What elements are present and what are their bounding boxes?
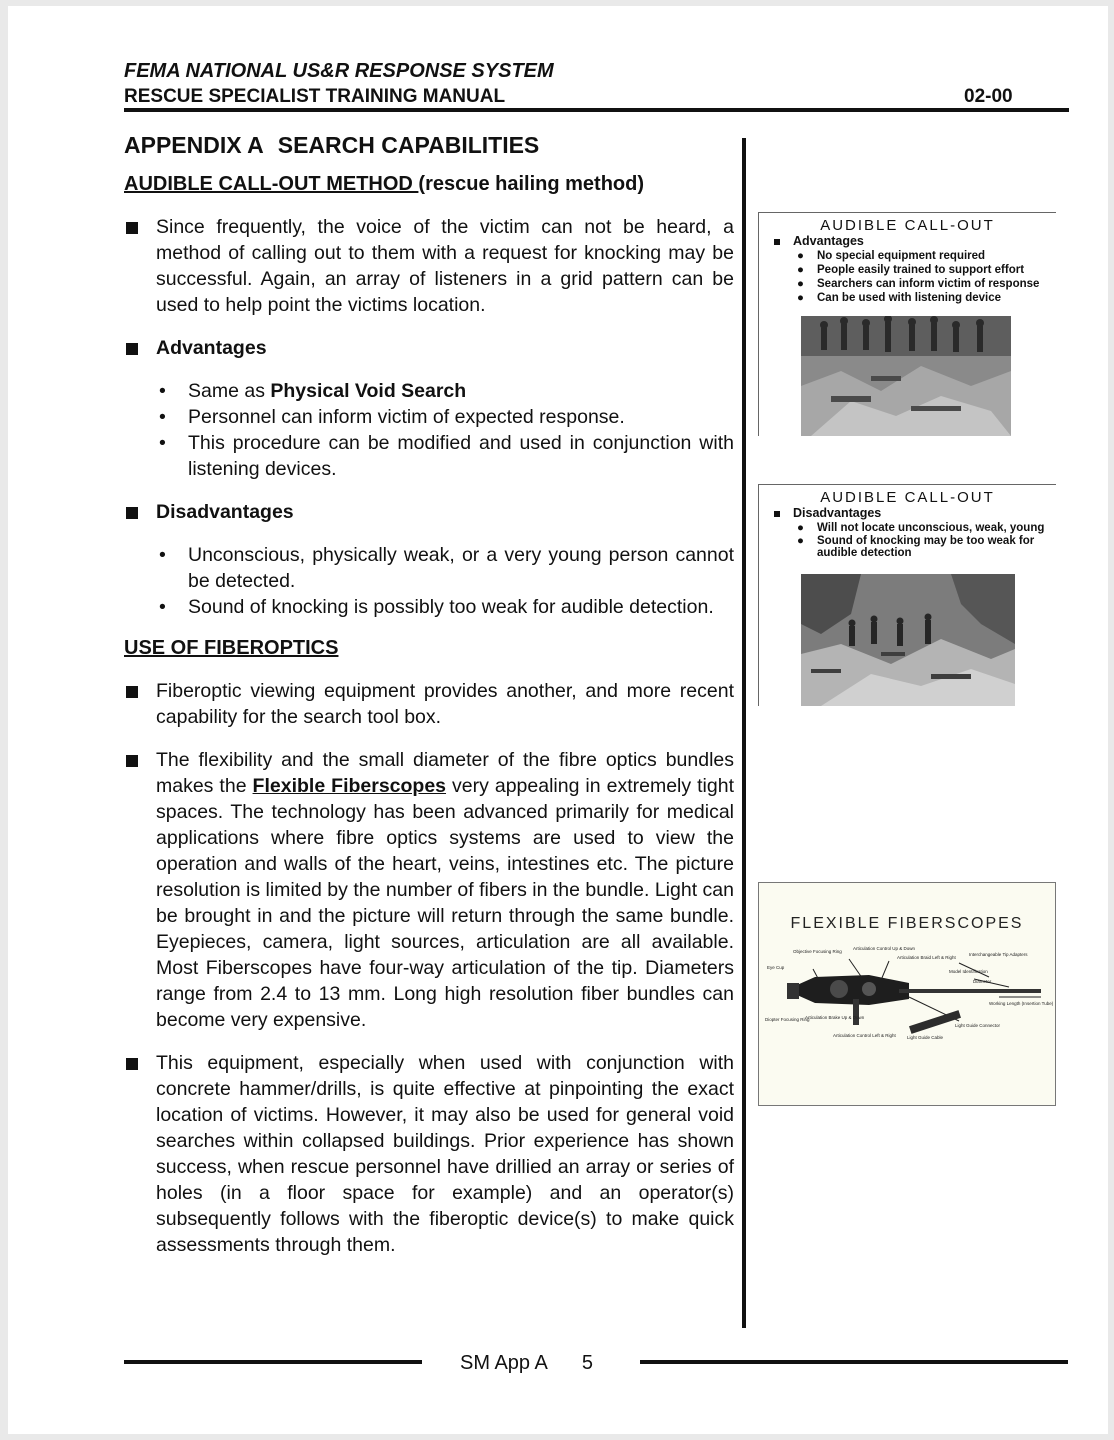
slide-audible-callout-disadvantages	[758, 484, 1056, 706]
dot-bullet-icon: ●	[797, 264, 804, 276]
square-bullet-icon	[126, 507, 138, 519]
list-item: • This procedure can be modified and used in conjunction with listening devices.	[159, 432, 734, 480]
fiberscope-diagram	[759, 945, 1055, 1095]
paragraph-callout-intro	[124, 214, 734, 318]
dot-bullet-icon: •	[159, 596, 166, 618]
disadvantages-heading	[124, 499, 734, 525]
disadvantages-list	[124, 542, 734, 620]
diagram-label: Eye Cup	[767, 965, 785, 970]
dot-bullet-icon: •	[159, 544, 166, 566]
paragraph-flexible-fiberscopes: The flexibility and the small diameter of the fibre optics bundles makes the Flexible Fiberscopes very appealing in extremely tight spaces. The technology has been advanced primarily for medical applications where fibre optics systems are used to view the operation and walls of the heart, veins, intestines etc. The picture resolution is limited by the number of fibers in the bundle. Light can be brought in and the picture will return through the same bundle. Eyepieces, camera, light sources, articulation are all available. Most Fiberscopes have four-way articulation of the tip. Diameters range from 2.4 to 13 mm. Long high resolution fiber bundles can become very expensive.	[124, 747, 734, 1033]
dot-bullet-icon: •	[159, 380, 166, 402]
square-bullet-icon	[126, 222, 138, 234]
dot-bullet-icon: ●	[797, 250, 804, 262]
header-revision-number: 02-00	[964, 86, 1013, 107]
dot-bullet-icon: •	[159, 432, 166, 454]
diagram-label: Articulation Braid Left & Right	[897, 955, 956, 960]
section-heading-fiberoptics: USE OF FIBEROPTICS	[124, 637, 339, 659]
slide-top-rule	[759, 484, 1056, 485]
main-column	[124, 132, 734, 1275]
slide-item: ● People easily trained to support effort	[797, 264, 1025, 276]
advantages-heading	[124, 335, 734, 361]
list-item: • Unconscious, physically weak, or a very young person cannot be detected.	[159, 544, 734, 592]
footer	[460, 1352, 593, 1375]
diagram-label: Articulation Control Left & Right	[833, 1033, 896, 1038]
diagram-label: Model Identification	[949, 969, 988, 974]
footer-label: SM App A	[460, 1352, 548, 1374]
diagram-label: Articulation Brake Up & Down	[805, 1015, 865, 1020]
diagram-label: Objective Focusing Ring	[793, 949, 842, 954]
header-organization: FEMA NATIONAL US&R RESPONSE SYSTEM	[124, 60, 554, 82]
square-bullet-icon	[126, 343, 138, 355]
diagram-label: Light Guide Connector	[955, 1023, 1001, 1028]
section-heading-suffix: (rescue hailing method)	[418, 173, 645, 195]
rescue-workers-photo	[801, 316, 1011, 436]
slide-title: AUDIBLE CALL-OUT	[820, 217, 995, 234]
eye-cup	[787, 983, 799, 999]
footer-rule-right	[640, 1360, 1068, 1364]
advantages-list	[124, 378, 734, 482]
slide-bullet: Advantages	[759, 234, 1056, 249]
list-item: • Same as Physical Void Search	[159, 380, 467, 402]
appendix-label: APPENDIX A	[124, 132, 264, 158]
dot-bullet-icon: ●	[797, 535, 804, 547]
diagram-label: Light Guide Cable	[907, 1035, 944, 1040]
square-bullet-icon	[126, 686, 138, 698]
slide-item: ● Can be used with listening device	[797, 292, 1002, 304]
collapsed-building-photo	[801, 574, 1015, 706]
slide-title: AUDIBLE CALL-OUT	[820, 489, 995, 506]
square-bullet-icon	[126, 755, 138, 767]
slide-flexible-fiberscopes	[758, 882, 1056, 1106]
diagram-label: Articulation Control Up & Down	[853, 946, 916, 951]
list-item: • Sound of knocking is possibly too weak for audible detection.	[159, 596, 714, 618]
dot-bullet-icon: ●	[797, 292, 804, 304]
section-heading-main: AUDIBLE CALL-OUT METHOD	[124, 173, 419, 195]
physical-void-search-ref: Physical Void Search	[270, 380, 467, 402]
diagram-label: Diopter Focusing Ring	[765, 1017, 810, 1022]
dot-bullet-icon: •	[159, 406, 166, 428]
appendix-title: SEARCH CAPABILITIES	[277, 132, 540, 158]
column-divider	[742, 138, 746, 1328]
square-bullet-icon	[774, 239, 780, 245]
slide-item: ● Will not locate unconscious, weak, young	[797, 522, 1045, 534]
square-bullet-icon	[774, 511, 780, 517]
slide-top-rule	[759, 212, 1056, 213]
dot-bullet-icon: ●	[797, 278, 804, 290]
advantages-label: Advantages	[156, 337, 267, 359]
slide-item: ● No special equipment required	[797, 250, 986, 262]
diagram-label: Working Length (Insertion Tube)	[989, 1001, 1054, 1006]
manual-page	[8, 6, 1108, 1434]
header-manual-title: RESCUE SPECIALIST TRAINING MANUAL	[124, 86, 506, 107]
slide-item: ● Searchers can inform victim of response	[797, 278, 1040, 290]
diagram-label: Diameter	[973, 979, 992, 984]
footer-rule-left	[124, 1360, 422, 1364]
page-title	[124, 132, 734, 159]
photo-image	[801, 316, 1011, 436]
list-item: • Personnel can inform victim of expected response.	[159, 406, 625, 428]
flexible-fiberscopes-term: Flexible Fiberscopes	[252, 775, 447, 797]
page-number: 5	[581, 1352, 593, 1374]
section-heading-audible	[124, 173, 734, 196]
paragraph-text: Since frequently, the voice of the victim can not be heard, a method of calling out to them with a request for knocking may be successful. Again, an array of listeners in a grid pattern can be used to help point the victims location.	[156, 216, 734, 316]
diagram-label: Interchangeable Tip Adapters	[969, 952, 1028, 957]
photo-image	[801, 574, 1015, 706]
slide-bullet: Disadvantages	[759, 506, 1056, 521]
disadvantages-label: Disadvantages	[156, 501, 294, 523]
slide-audible-callout-advantages	[758, 212, 1056, 436]
slide-title: FLEXIBLE FIBERSCOPES	[790, 915, 1024, 932]
paragraph-fiberoptic-intro: Fiberoptic viewing equipment provides another, and more recent capability for the search tool box.	[124, 678, 734, 730]
slide-item: ● Sound of knocking may be too weak for audible detection	[797, 535, 1035, 559]
paragraph-equipment-use: This equipment, especially when used with conjunction with concrete hammer/drills, is quite effective at pinpointing the exact location of victims. However, it may also be used for general void searches within collapsed buildings. Prior experience has shown success, when rescue personnel have drillied an array or series of holes (in a floor space for example) and an operator(s) subsequently follows with the fiberoptic device(s) to make quick assessments through them.	[124, 1050, 734, 1258]
header-rule	[124, 108, 1069, 112]
square-bullet-icon	[126, 1058, 138, 1070]
dot-bullet-icon: ●	[797, 522, 804, 534]
